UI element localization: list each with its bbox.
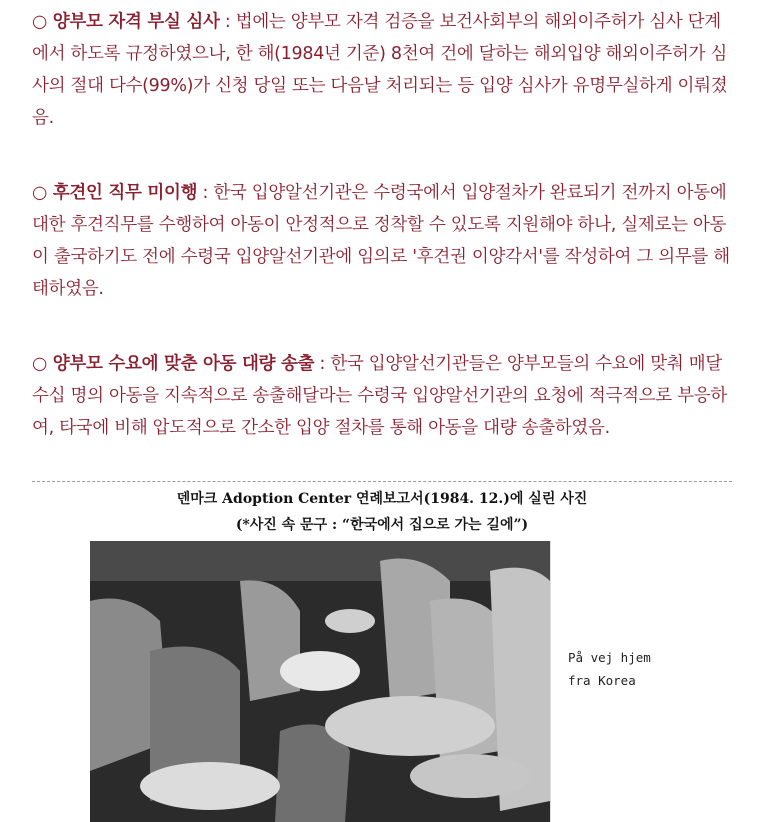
paragraph-text: : 법에는 양부모 자격 검증을 보건사회부의 해외이주허가 심사 단계에서 하도록 규정하였으나, 한 해(1984년 기준) 8천여 건에 달하는 해외입양 해외이주허가 심사의 절대 다수(99%)가 신청 당일 또는 다음날 처리되는 등 입양 심사가 유명무실하게 이뤄졌음. [32,12,728,128]
paragraph-text: : 한국 입양알선기관은 수령국에서 입양절차가 완료되기 전까지 아동에 대한 후견직무를 수행하여 아동이 안정적으로 정착할 수 있도록 지원해야 하나, 실제로는 아동이 출국하기도 전에 수령국 입양알선기관에 임의로 '후견권 이양각서'를 작성하여 그 의무를 해태하였음. [32,183,730,299]
airplane-cabin-photo [90,541,550,822]
figure-subcaption: (*사진 속 문구 : “한국에서 집으로 가는 길에”) [235,517,529,533]
paragraph-parent-screening [32,6,732,134]
figure-caption: 덴마크 Adoption Center 연례보고서(1984. 12.)에 실린 사진 [176,491,588,507]
paragraph-text: : 한국 입양알선기관들은 양부모들의 수요에 맞춰 매달 수십 명의 아동을 지속적으로 송출해달라는 수령국 입양알선기관의 요청에 적극적으로 부응하여, 타국에 비해 압도적으로 간소한 입양 절차를 통해 아동을 대량 송출하였음. [32,354,727,438]
paragraph-guardian-duty [32,177,732,305]
paragraph-heading: ○ 후견인 직무 미이행 [32,183,198,203]
paragraph-mass-sending [32,348,732,444]
article-body [32,6,732,487]
paragraph-heading: ○ 양부모 자격 부실 심사 [32,12,220,32]
photo-illustration [90,541,550,822]
photo-inscription: På vej hjem fra Korea [568,650,651,688]
paragraph-heading: ○ 양부모 수요에 맞춘 아동 대량 송출 [32,354,315,374]
section-divider [32,481,732,482]
